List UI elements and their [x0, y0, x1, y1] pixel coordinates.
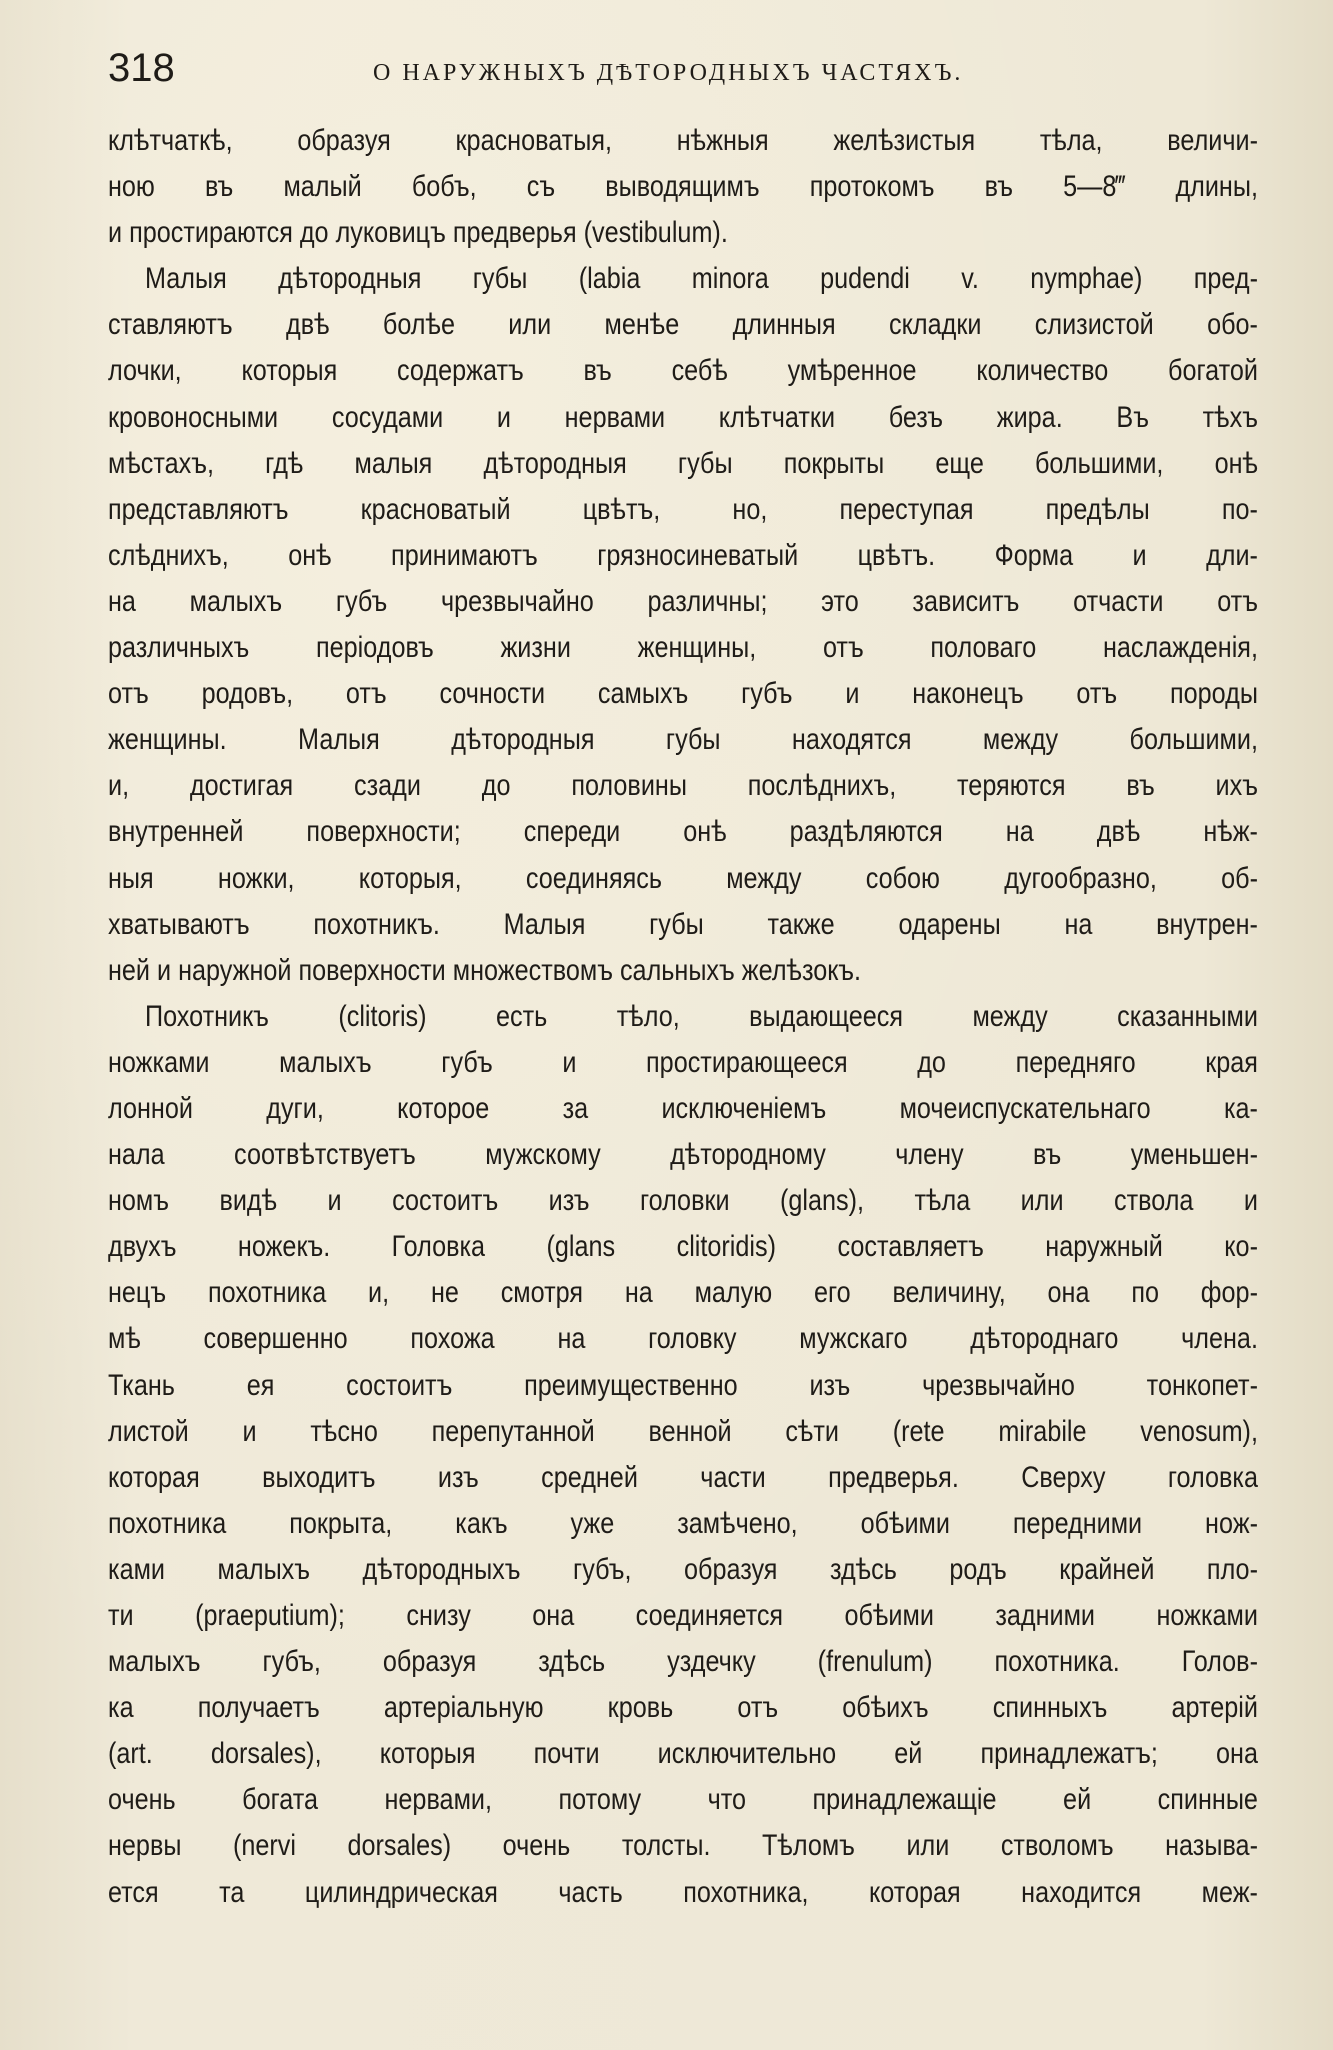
- text-line: ется та цилиндрическая часть похотника, которая находится меж-: [108, 1875, 1258, 1909]
- page-header: [108, 46, 1258, 96]
- text-line: которая выходитъ изъ средней части предверья. Сверху головка: [108, 1460, 1258, 1494]
- text-line: хватываютъ похотникъ. Малыя губы также одарены на внутрен-: [108, 907, 1258, 941]
- text-line: ти (praeputium); снизу она соединяется обѣими задними ножками: [108, 1599, 1258, 1632]
- page-number: 318: [108, 46, 175, 90]
- text-line: лонной дуги, которое за исключеніемъ мочеиспускательнаго ка-: [108, 1091, 1258, 1125]
- text-line: нервы (nervi dorsales) очень толсты. Тѣломъ или стволомъ называ-: [108, 1829, 1258, 1863]
- text-line: ками малыхъ дѣтородныхъ губъ, образуя здѣсь родъ крайней пло-: [108, 1552, 1258, 1586]
- text-line: нецъ похотника и, не смотря на малую его величину, она по фор-: [108, 1276, 1258, 1310]
- text-line: внутренней поверхности; спереди онѣ раздѣляются на двѣ нѣж-: [108, 815, 1258, 849]
- body-text: [108, 118, 1258, 1916]
- text-line: ножками малыхъ губъ и простирающееся до передняго края: [108, 1045, 1258, 1079]
- text-line: клѣтчаткѣ, образуя красноватыя, нѣжныя желѣзистыя тѣла, величи-: [108, 124, 1258, 157]
- text-line: ною въ малый бобъ, съ выводящимъ протокомъ въ 5—8‴ длины,: [108, 170, 1258, 204]
- text-line: кровоносными сосудами и нервами клѣтчатки безъ жира. Въ тѣхъ: [108, 400, 1258, 434]
- text-line: ка получаетъ артеріальную кровь отъ обѣихъ спинныхъ артерій: [108, 1691, 1258, 1725]
- running-title: О НАРУЖНЫХЪ ДѢТОРОДНЫХЪ ЧАСТЯХЪ.: [373, 60, 964, 86]
- text-line: очень богата нервами, потому что принадлежащіе ей спинные: [108, 1783, 1258, 1817]
- text-line: похотника покрыта, какъ уже замѣчено, обѣими передними нож-: [108, 1506, 1258, 1540]
- text-line: различныхъ періодовъ жизни женщины, отъ половаго наслажденія,: [108, 631, 1258, 665]
- text-line: на малыхъ губъ чрезвычайно различны; это зависитъ отчасти отъ: [108, 584, 1258, 618]
- text-line: лочки, которыя содержатъ въ себѣ умѣренное количество богатой: [108, 354, 1258, 388]
- text-line: слѣднихъ, онѣ принимаютъ грязносиневатый цвѣтъ. Форма и дли-: [108, 538, 1258, 572]
- text-line: ставляютъ двѣ болѣе или менѣе длинныя складки слизистой обо-: [108, 308, 1258, 342]
- text-line: Ткань ея состоитъ преимущественно изъ чрезвычайно тонкопет-: [108, 1368, 1258, 1402]
- text-line: (art. dorsales), которыя почти исключительно ей принадлежатъ; она: [108, 1737, 1258, 1771]
- text-line: листой и тѣсно перепутанной венной сѣти (rete mirabile venosum),: [108, 1414, 1258, 1448]
- text-line: нала соотвѣтствуетъ мужскому дѣтородному члену въ уменьшен-: [108, 1138, 1258, 1172]
- text-line: представляютъ красноватый цвѣтъ, но, переступая предѣлы по-: [108, 492, 1258, 526]
- text-line: и, достигая сзади до половины послѣднихъ, теряются въ ихъ: [108, 769, 1258, 803]
- paragraph-first-line: Похотникъ (clitoris) есть тѣло, выдающееся между сказанными: [144, 999, 1258, 1033]
- text-line: женщины. Малыя дѣтородныя губы находятся между большими,: [108, 723, 1258, 757]
- text-line: мѣстахъ, гдѣ малыя дѣтородныя губы покрыты еще большими, онѣ: [108, 446, 1258, 480]
- text-line: и простираются до луковицъ предверья (vestibulum).: [108, 216, 728, 250]
- text-line: двухъ ножекъ. Головка (glans clitoridis) составляетъ наружный ко-: [108, 1230, 1258, 1264]
- text-line: ней и наружной поверхности множествомъ сальныхъ желѣзокъ.: [108, 953, 862, 987]
- text-line: номъ видѣ и состоитъ изъ головки (glans), тѣла или ствола и: [108, 1184, 1258, 1218]
- paragraph-first-line: Малыя дѣтородныя губы (labia minora pudendi v. nymphae) пред-: [144, 262, 1258, 296]
- text-line: ныя ножки, которыя, соединяясь между собою дугообразно, об-: [108, 861, 1258, 895]
- text-line: малыхъ губъ, образуя здѣсь уздечку (frenulum) похотника. Голов-: [108, 1645, 1258, 1679]
- text-line: отъ родовъ, отъ сочности самыхъ губъ и наконецъ отъ породы: [108, 677, 1258, 711]
- text-line: мѣ совершенно похожа на головку мужскаго дѣтороднаго члена.: [108, 1322, 1258, 1356]
